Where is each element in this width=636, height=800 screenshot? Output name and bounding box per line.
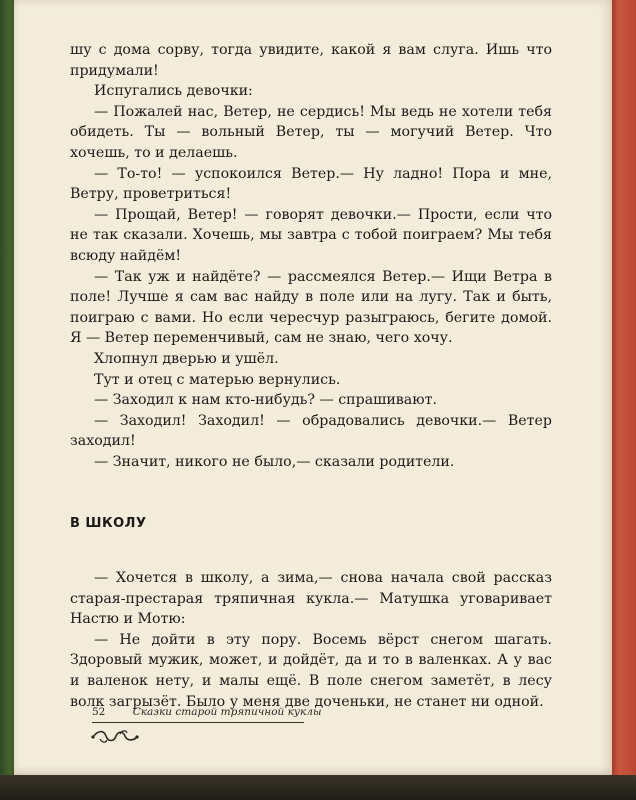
paragraph: — Значит, никого не было,— сказали родители. bbox=[94, 453, 455, 470]
footer-rule bbox=[92, 722, 304, 723]
page-footer bbox=[92, 706, 322, 718]
book-cover-edge-right bbox=[612, 0, 636, 775]
paragraph: — Заходил к нам кто-нибудь? — спрашивают. bbox=[94, 392, 437, 409]
paragraph: — Хочется в школу, а зима,— снова начала свой рассказ старая-престарая тряпичная кукла.— Матушка уговаривает Настю и Мотю: bbox=[70, 570, 552, 628]
paragraph: — То-то! — успокоился Ветер.— Ну ладно! Пора и мне, Ветру, проветриться! bbox=[70, 165, 552, 203]
paragraph: — Прощай, Ветер! — говорят девочки.— Прости, если что не так сказали. Хочешь, мы завтра с тобой поиграем? Мы тебя всюду найдём! bbox=[70, 206, 552, 264]
paragraph: шу с дома сорву, тогда увидите, какой я вам слуга. Ишь что придумали! bbox=[70, 42, 552, 79]
paragraph: — Пожалей нас, Ветер, не сердись! Мы ведь не хотели тебя обидеть. Ты — вольный Ветер, ты — могучий Ветер. Что хочешь, то и делаешь. bbox=[70, 103, 552, 161]
paragraph: Тут и отец с матерью вернулись. bbox=[94, 371, 341, 388]
book-title: Сказки старой тряпичной куклы bbox=[132, 706, 322, 718]
page-number: 52 bbox=[92, 706, 106, 718]
paragraph: — Заходил! Заходил! — обрадовались девочки.— Ветер заходил! bbox=[70, 412, 552, 450]
ornament-icon bbox=[90, 728, 140, 746]
chapter-heading: В ШКОЛУ bbox=[70, 516, 147, 531]
bottom-shadow bbox=[0, 775, 636, 800]
paragraph: — Не дойти в эту пору. Восемь вёрст снегом шагать. Здоровый мужик, может, и дойдёт, да и то в валенках. А у вас и валенок нету, и малы ещё. В поле снегом заметёт, в лесу волк загрызёт. Было у меня две доченьки, не станет ни одной. bbox=[70, 631, 552, 710]
story-text-part2 bbox=[70, 568, 552, 712]
paragraph: Испугались девочки: bbox=[94, 83, 253, 100]
paragraph: — Так уж и найдёте? — рассмеялся Ветер.— Ищи Ветра в поле! Лучше я сам вас найду в поле или на лугу. Так и быть, поиграю с вами. Но если чересчур разыграюсь, бегите домой. Я — Ветер переменчивый, сам не знаю, чего хочу. bbox=[70, 268, 552, 347]
paragraph: Хлопнул дверью и ушёл. bbox=[94, 350, 279, 367]
story-text-part1 bbox=[70, 40, 552, 472]
